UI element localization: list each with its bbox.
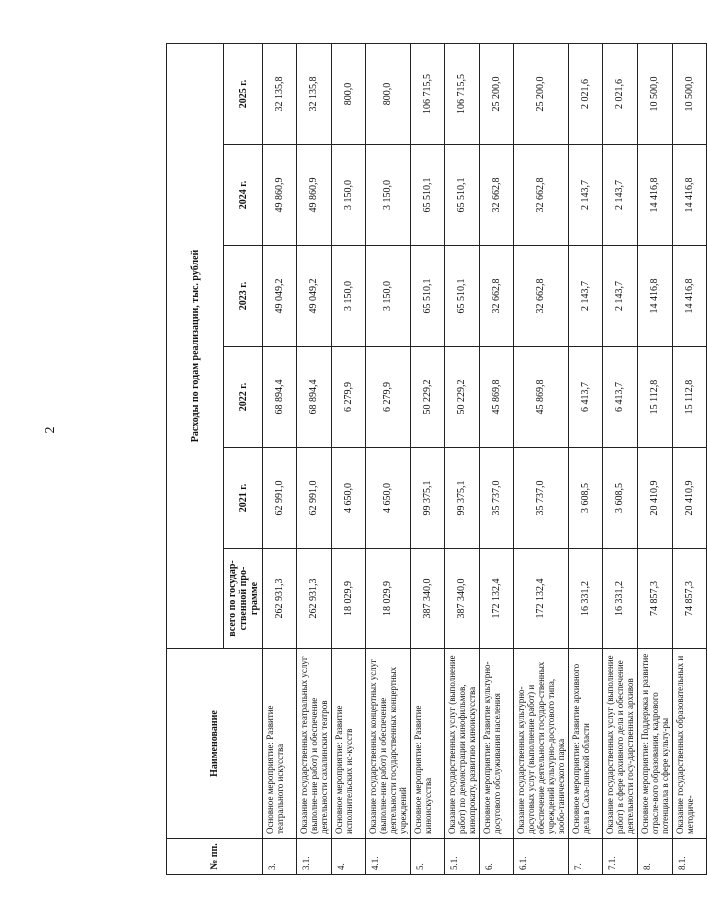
row-total: 18 029,9 (366, 549, 411, 649)
row-name: Основное мероприятие: Развитие исполнительских ис-кусств (332, 649, 366, 839)
row-2021: 99 375,1 (445, 448, 480, 549)
row-2022: 6 413,7 (603, 347, 638, 448)
row-code: 7. (569, 839, 603, 875)
header-year-2025: 2025 г. (224, 43, 263, 144)
row-2022: 15 112,8 (673, 347, 707, 448)
row-2021: 35 737,0 (480, 448, 514, 549)
row-2024: 32 662,8 (514, 145, 569, 246)
row-2023: 32 662,8 (514, 246, 569, 347)
row-2022: 45 869,8 (480, 347, 514, 448)
row-total: 262 931,3 (297, 549, 332, 649)
row-2022: 6 279,9 (332, 347, 366, 448)
row-2025: 32 135,8 (297, 43, 332, 144)
row-code: 4.1. (366, 839, 411, 875)
row-2021: 3 608,5 (603, 448, 638, 549)
row-2024: 2 143,7 (603, 145, 638, 246)
row-2025: 2 021,6 (569, 43, 603, 144)
table-row (673, 43, 707, 874)
row-2023: 65 510,1 (445, 246, 480, 347)
table-row (603, 43, 638, 874)
row-total: 172 132,4 (514, 549, 569, 649)
header-expenses-group: Расходы по годам реализации, тыс. рублей (167, 43, 224, 648)
row-2021: 20 410,9 (673, 448, 707, 549)
row-2024: 3 150,0 (332, 145, 366, 246)
row-name: Оказание государственных культурно-досуговых услуг (выполнение работ) и обеспечение деятельности государ-ственных учреждений культурно-досугового типа, зообо-танического парка (514, 649, 569, 839)
row-code: 4. (332, 839, 366, 875)
row-2024: 49 860,9 (263, 145, 297, 246)
row-code: 5.1. (445, 839, 480, 875)
row-2025: 800,0 (332, 43, 366, 144)
row-2024: 65 510,1 (445, 145, 480, 246)
table-row (411, 43, 445, 874)
row-2024: 3 150,0 (366, 145, 411, 246)
row-2021: 3 608,5 (569, 448, 603, 549)
table-row (297, 43, 332, 874)
row-2025: 25 200,0 (480, 43, 514, 144)
row-2024: 14 416,8 (638, 145, 673, 246)
row-2021: 62 991,0 (297, 448, 332, 549)
row-2022: 6 413,7 (569, 347, 603, 448)
row-2022: 50 229,2 (445, 347, 480, 448)
row-2022: 45 869,8 (514, 347, 569, 448)
row-name: Оказание государственных концертных услуг (выполне-ние работ) и обеспечение деятельности государственных концертных учреждений (366, 649, 411, 839)
row-code: 6.1. (514, 839, 569, 875)
row-total: 387 340,0 (411, 549, 445, 649)
row-total: 387 340,0 (445, 549, 480, 649)
header-number: № пп. (167, 839, 263, 875)
row-name: Основное мероприятие: Развитие культурно-досугового обслуживания населения (480, 649, 514, 839)
row-2022: 68 894,4 (297, 347, 332, 448)
row-name: Оказание государственных услуг (выполнение работ) по демонстрации кинофильмов, кинопрокату, развитию киноискусства (445, 649, 480, 839)
row-2021: 4 650,0 (332, 448, 366, 549)
row-total: 262 931,3 (263, 549, 297, 649)
row-name: Основное мероприятие: Развитие киноискусства (411, 649, 445, 839)
row-2021: 20 410,9 (638, 448, 673, 549)
header-year-2021: 2021 г. (224, 448, 263, 549)
row-2023: 2 143,7 (569, 246, 603, 347)
row-2025: 10 500,0 (673, 43, 707, 144)
row-name: Основное мероприятие: Развитие архивного дела в Саха-линской области (569, 649, 603, 839)
row-2025: 32 135,8 (263, 43, 297, 144)
row-total: 16 331,2 (603, 549, 638, 649)
header-year-2023: 2023 г. (224, 246, 263, 347)
row-2025: 800,0 (366, 43, 411, 144)
row-name: Основное мероприятие: Поддержка и развитие отрасле-вого образования, кадрового потенциала в сфере культу-ры (638, 649, 673, 839)
header-year-2022: 2022 г. (224, 347, 263, 448)
row-code: 3.1. (297, 839, 332, 875)
row-name: Оказание государственных услуг (выполнение работ) в сфере архивного дела и обеспечение деятельности госу-дарственных архивов (603, 649, 638, 839)
row-code: 6. (480, 839, 514, 875)
row-2022: 50 229,2 (411, 347, 445, 448)
row-2024: 49 860,9 (297, 145, 332, 246)
row-total: 74 857,3 (638, 549, 673, 649)
row-total: 74 857,3 (673, 549, 707, 649)
budget-table-sheet (166, 43, 695, 875)
row-2023: 3 150,0 (332, 246, 366, 347)
row-2022: 15 112,8 (638, 347, 673, 448)
row-2025: 10 500,0 (638, 43, 673, 144)
row-2021: 62 991,0 (263, 448, 297, 549)
row-code: 8.1. (673, 839, 707, 875)
row-2021: 35 737,0 (514, 448, 569, 549)
row-2023: 3 150,0 (366, 246, 411, 347)
row-2023: 65 510,1 (411, 246, 445, 347)
row-2022: 68 894,4 (263, 347, 297, 448)
row-2024: 14 416,8 (673, 145, 707, 246)
header-total: всего по государ-ственной про-грамме (224, 549, 263, 649)
expenses-table (166, 43, 707, 875)
row-2024: 32 662,8 (480, 145, 514, 246)
row-code: 8. (638, 839, 673, 875)
table-row (480, 43, 514, 874)
row-2024: 2 143,7 (569, 145, 603, 246)
row-2023: 2 143,7 (603, 246, 638, 347)
table-row (638, 43, 673, 874)
row-total: 16 331,2 (569, 549, 603, 649)
row-2024: 65 510,1 (411, 145, 445, 246)
row-2025: 2 021,6 (603, 43, 638, 144)
table-row (332, 43, 366, 874)
row-total: 18 029,9 (332, 549, 366, 649)
row-2025: 25 200,0 (514, 43, 569, 144)
header-name: Наименование (167, 649, 263, 839)
row-name: Основное мероприятие: Развитие театрального искусства (263, 649, 297, 839)
table-row (514, 43, 569, 874)
table-row (263, 43, 297, 874)
row-2023: 32 662,8 (480, 246, 514, 347)
page-number: 2 (43, 426, 58, 434)
row-2023: 14 416,8 (673, 246, 707, 347)
row-name: Оказание государственных театральных услуг (выполне-ние работ) и обеспечение деятельности сахалинских театров (297, 649, 332, 839)
row-2023: 14 416,8 (638, 246, 673, 347)
row-total: 172 132,4 (480, 549, 514, 649)
row-2025: 106 715,5 (411, 43, 445, 144)
row-code: 5. (411, 839, 445, 875)
row-2022: 6 279,9 (366, 347, 411, 448)
row-2021: 99 375,1 (411, 448, 445, 549)
row-code: 7.1. (603, 839, 638, 875)
row-code: 3. (263, 839, 297, 875)
row-2023: 49 049,2 (263, 246, 297, 347)
table-row (366, 43, 411, 874)
table-row (569, 43, 603, 874)
row-2021: 4 650,0 (366, 448, 411, 549)
row-2023: 49 049,2 (297, 246, 332, 347)
row-name: Оказание государственных образовательных и методиче- (673, 649, 707, 839)
header-year-2024: 2024 г. (224, 145, 263, 246)
table-row (445, 43, 480, 874)
row-2025: 106 715,5 (445, 43, 480, 144)
